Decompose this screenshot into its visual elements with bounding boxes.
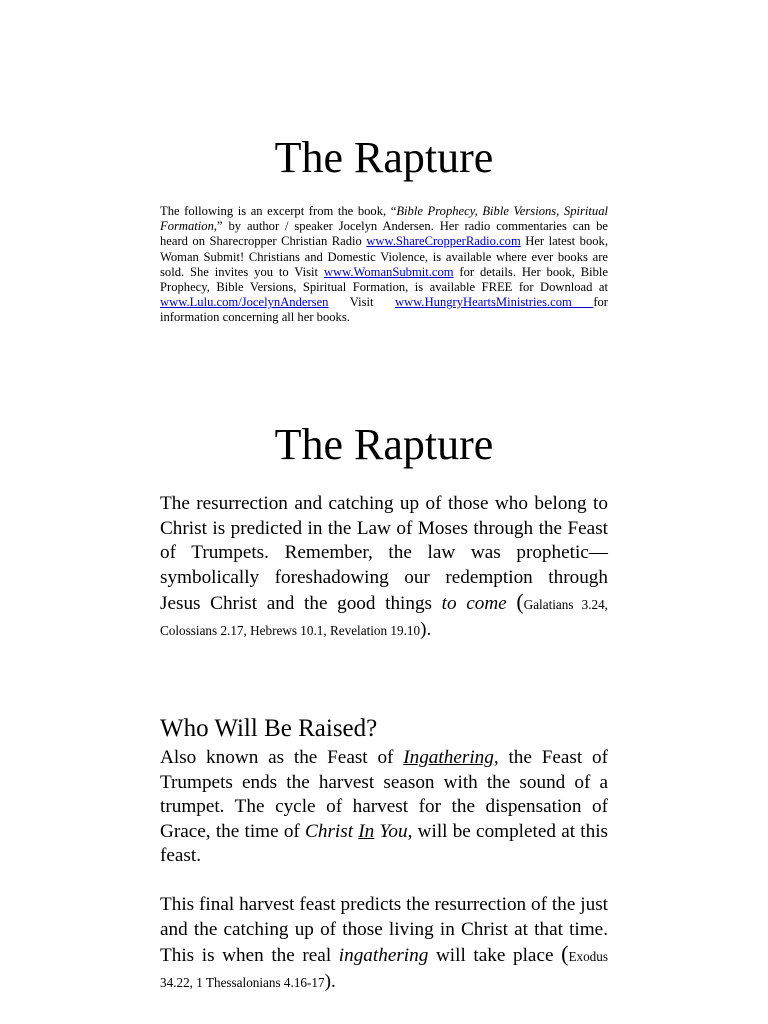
section-title: The Rapture [274, 420, 494, 469]
book-title: Bible Prophecy, Bible Versions, Spiritual Formation [160, 204, 609, 234]
page-title: The Rapture [274, 133, 494, 182]
you-emphasis: You [379, 820, 408, 842]
ingathering-emphasis: Ingathering [403, 747, 494, 768]
emphasis-text: ingathering [338, 945, 429, 967]
intro-text: for details. Her book, Bible Prophecy, Bible Versions, Spiritual Formation, is available FREE for Download at [160, 264, 608, 295]
body-paragraph [160, 746, 608, 869]
woman-submit-link[interactable]: www.WomanSubmit.com [323, 264, 454, 279]
paragraph-text: , the Feast of Trumpets ends the harvest season with the sound of a trumpet. The cycle of harvest for the dispensation of Grace, the time of [160, 747, 608, 842]
paragraph-text: will take place [428, 945, 562, 967]
close-paren: ). [324, 970, 336, 992]
intro-text: for information concerning all her books. [160, 295, 608, 325]
spacer-text [507, 593, 517, 614]
lulu-link[interactable]: www.Lulu.com/JocelynAndersen [160, 295, 329, 310]
paragraph-text: The resurrection and catching up of those who belong to Christ is predicted in the Law of Moses through the Feast of Trumpets. Remember, the law was prophetic— symbolically foreshadowing our redemption through Jesus Christ and the good things [160, 493, 608, 615]
intro-text: Visit [328, 295, 395, 310]
hungry-hearts-link[interactable]: www.HungryHeartsMinistries.com [394, 295, 594, 310]
scripture-references: Galatians 3.24, Colossians 2.17, Hebrews 10.1, Revelation 19.10 [160, 597, 608, 638]
scripture-references: Exodus 34.22, 1 Thessalonians 4.16-17 [160, 949, 608, 990]
body-paragraph [160, 492, 608, 644]
emphasis-text: to come [441, 593, 507, 615]
intro-paragraph [160, 204, 608, 326]
section-heading: Who Will Be Raised? [160, 715, 378, 742]
christ-emphasis: Christ [305, 820, 354, 842]
open-paren: ( [561, 941, 569, 967]
close-paren: ). [420, 618, 432, 640]
sharecropper-radio-link[interactable]: www.ShareCropperRadio.com [366, 234, 521, 249]
open-paren: ( [516, 589, 524, 615]
paragraph-text: Also known as the Feast of [160, 747, 404, 768]
body-paragraph [160, 893, 608, 995]
paragraph-text: , will be completed at this feast. [160, 820, 609, 867]
paragraph-text: This final harvest feast predicts the resurrection of the just and the catching up of those living in Christ at that time. This is when the real [160, 894, 608, 967]
intro-text: The following is an excerpt from the book, “ [160, 204, 397, 218]
intro-text: Her latest book, Woman Submit! Christians and Domestic Violence, is available where ever books are sold. She invites you to Visit [160, 234, 608, 279]
in-emphasis: In [358, 820, 375, 842]
intro-text: ,” by author / speaker Jocelyn Andersen. Her radio commentaries can be heard on Sharecropper Christian Radio [160, 219, 608, 249]
